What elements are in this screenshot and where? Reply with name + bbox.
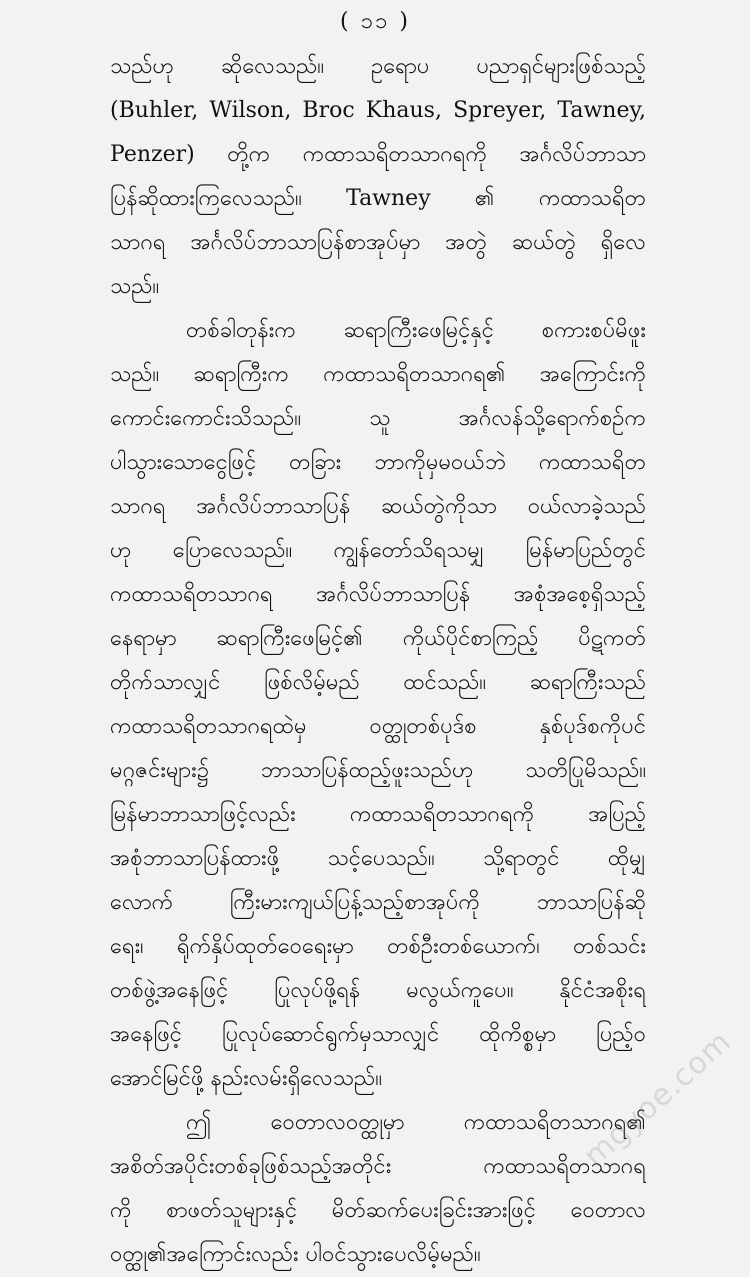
text-line: ကောင်းကောင်းသိသည်။ သူ အင်္ဂလန်သို့ရောက်စဉ်က	[110, 406, 646, 431]
body-text	[110, 45, 646, 1277]
text-line: ဟု ပြောလေသည်။ ကျွန်တော်သိရသမျှ မြန်မာပြည်တွင်	[110, 538, 646, 563]
text-line: လောက် ကြီးမားကျယ်ပြန့်သည့်စာအုပ်ကို ဘာသာပြန်ဆို	[110, 890, 646, 915]
text-line: မဂ္ဂဇင်းများ၌ ဘာသာပြန်ထည့်ဖူးသည်ဟု သတိပြုမိသည်။	[110, 758, 646, 783]
text-line: ပါသွားသောငွေဖြင့် တခြား ဘာကိုမှမဝယ်ဘဲ ကထာသရိတ	[110, 450, 646, 475]
text-line: အစိတ်အပိုင်းတစ်ခုဖြစ်သည့်အတိုင်း ကထာသရိတသာဂရ	[110, 1154, 646, 1179]
paragraph-start-line: ဤ ဝေတာလဝတ္ထုမှာ ကထာသရိတသာဂရ၏	[186, 1110, 646, 1135]
text-line: မြန်မာဘာသာဖြင့်လည်း ကထာသရိတသာဂရကို အပြည့်	[110, 802, 646, 827]
text-line: (Buhler, Wilson, Broc Khaus, Spreyer, Tawney,	[110, 98, 646, 123]
text-line: အစုံဘာသာပြန်ထားဖို့ သင့်ပေသည်။ သို့ရာတွင် ထိုမျှ	[110, 846, 646, 871]
page-number-open-paren: (	[340, 9, 351, 34]
text-line: သည်။	[110, 274, 160, 299]
page-number-close-paren: )	[399, 9, 410, 34]
text-line: ကထာသရိတသာဂရထဲမှ ဝတ္ထုတစ်ပုဒ်စ နှစ်ပုဒ်စကိုပင်	[110, 714, 646, 739]
text-line: တိုက်သာလျှင် ဖြစ်လိမ့်မည် ထင်သည်။ ဆရာကြီးသည်	[110, 670, 646, 695]
watermark: mgyoe.com	[576, 1023, 738, 1175]
text-line: သာဂရ အင်္ဂလိပ်ဘာသာပြန် ဆယ်တွဲကိုသာ ဝယ်လာခဲ့သည်	[110, 494, 646, 519]
text-line: ကထာသရိတသာဂရ အင်္ဂလိပ်ဘာသာပြန် အစုံအစေ့ရှိသည့်	[110, 582, 646, 607]
paragraph-start-line: တစ်ခါတုန်းက ဆရာကြီးဖေမြင့်နှင့် စကားစပ်မိဖူး	[186, 318, 646, 343]
text-line: တစ်ဖွဲ့အနေဖြင့် ပြုလုပ်ဖို့ရန် မလွယ်ကူပေ။ နိုင်ငံအစိုးရ	[110, 978, 646, 1003]
text-line: ကို စာဖတ်သူများနှင့် မိတ်ဆက်ပေးခြင်းအားဖြင့် ဝေတာလ	[110, 1198, 646, 1223]
text-line: ရေး၊ ရိုက်နှိပ်ထုတ်ဝေရေးမှာ တစ်ဦးတစ်ယောက်၊ တစ်သင်း	[110, 934, 646, 959]
text-line: ဝတ္ထု၏အကြောင်းလည်း ပါဝင်သွားပေလိမ့်မည်။	[110, 1242, 481, 1267]
text-line: နေရာမှာ ဆရာကြီးဖေမြင့်၏ ကိုယ်ပိုင်စာကြည့် ပိဋကတ်	[110, 626, 646, 651]
text-line: Penzer) တို့က ကထာသရိတသာဂရကို အင်္ဂလိပ်ဘာသာ	[110, 142, 646, 167]
text-line: အနေဖြင့် ပြုလုပ်ဆောင်ရွက်မှသာလျှင် ထိုကိစ္စမှာ ပြည့်ဝ	[110, 1022, 646, 1047]
text-line: အောင်မြင်ဖို့ နည်းလမ်းရှိလေသည်။	[110, 1066, 382, 1091]
text-line: ပြန်ဆိုထားကြလေသည်။ Tawney ၏ ကထာသရိတ	[110, 186, 646, 211]
text-line: သာဂရ အင်္ဂလိပ်ဘာသာပြန်စာအုပ်မှာ အတွဲ ဆယ်တွဲ ရှိလေ	[110, 230, 646, 255]
page-number	[0, 6, 750, 39]
text-line: သည်။ ဆရာကြီးက ကထာသရိတသာဂရ၏ အကြောင်းကို	[110, 362, 646, 387]
page-number-value: ၁၁	[360, 9, 390, 34]
text-line: သည်ဟု ဆိုလေသည်။ ဥရောပ ပညာရှင်များဖြစ်သည့်	[110, 54, 646, 79]
